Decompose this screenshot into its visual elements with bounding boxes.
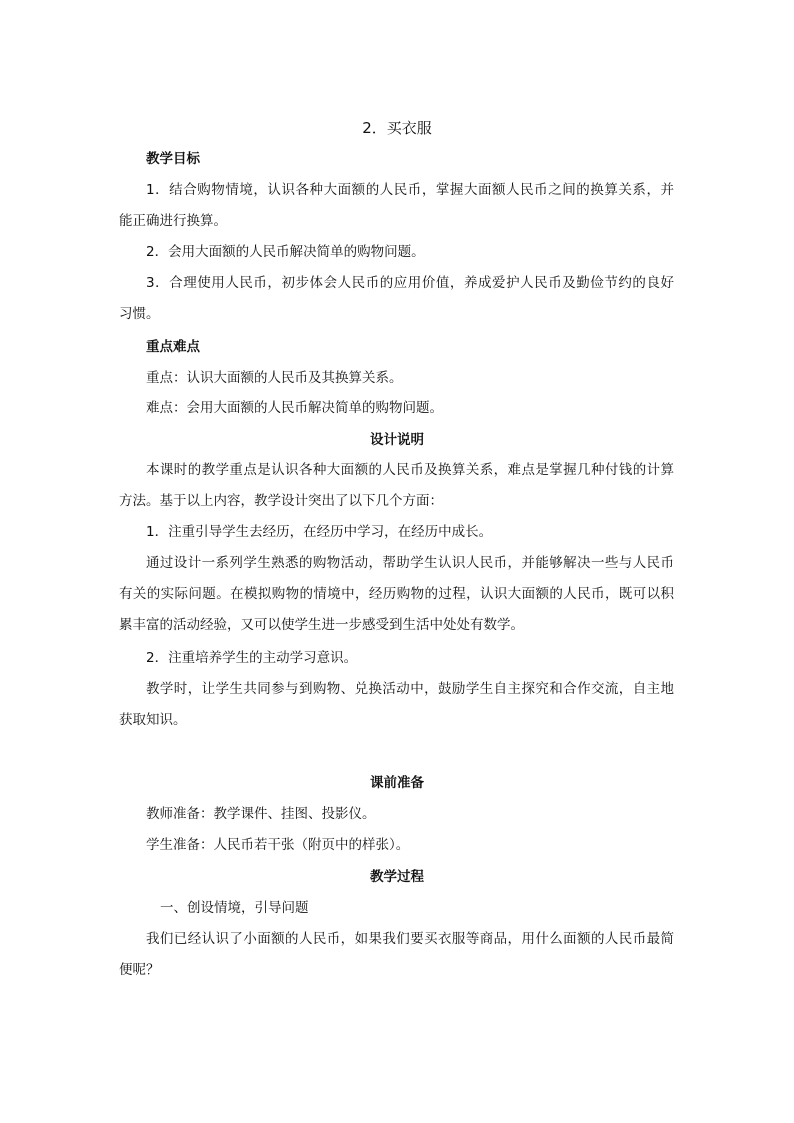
document-title: 2．买衣服 (362, 119, 432, 137)
objective-1-line-2: 能正确进行换算。 (119, 213, 227, 229)
design-heading: 设计说明 (370, 432, 424, 448)
design-point-1: 1．注重引导学生去经历，在经历中学习，在经历中成长。 (146, 524, 493, 540)
design-point-1-text-line-3: 累丰富的活动经验，又可以使学生进一步感受到生活中处处有数学。 (119, 617, 524, 633)
difficulty-point: 难点：会用大面额的人民币解决简单的购物问题。 (146, 400, 443, 416)
process-step-1-text-line-1: 我们已经认识了小面额的人民币，如果我们要买衣服等商品，用什么面额的人民币最简 (146, 931, 674, 947)
design-intro-line-2: 方法。基于以上内容，教学设计突出了以下几个方面： (119, 493, 443, 509)
key-point: 重点：认识大面额的人民币及其换算关系。 (146, 370, 403, 386)
design-point-1-text-line-2: 有关的实际问题。在模拟购物的情境中，经历购物的过程，认识大面额的人民币，既可以积 (119, 586, 674, 602)
design-point-2-text-line-2: 获取知识。 (119, 712, 187, 728)
teacher-preparation: 教师准备：教学课件、挂图、投影仪。 (146, 806, 376, 822)
design-point-2: 2．注重培养学生的主动学习意识。 (146, 650, 358, 666)
preparation-heading: 课前准备 (370, 775, 424, 791)
design-point-1-text-line-1: 通过设计一系列学生熟悉的购物活动，帮助学生认识人民币，并能够解决一些与人民币 (146, 555, 674, 571)
objective-1-line-1: 1．结合购物情境，认识各种大面额的人民币，掌握大面额人民币之间的换算关系，并 (146, 182, 674, 198)
process-step-1-text-line-2: 便呢？ (119, 962, 160, 978)
key-points-heading: 重点难点 (146, 339, 200, 355)
objective-2: 2．会用大面额的人民币解决简单的购物问题。 (146, 244, 425, 260)
objective-3-line-2: 习惯。 (119, 306, 160, 322)
design-intro-line-1: 本课时的教学重点是认识各种大面额的人民币及换算关系，难点是掌握几种付钱的计算 (146, 462, 674, 478)
student-preparation: 学生准备：人民币若干张（附页中的样张）。 (146, 837, 410, 853)
design-point-2-text-line-1: 教学时，让学生共同参与到购物、兑换活动中，鼓励学生自主探究和合作交流，自主地 (146, 681, 674, 697)
process-step-1: 一、创设情境，引导问题 (160, 900, 309, 916)
process-heading: 教学过程 (370, 869, 424, 885)
objectives-heading: 教学目标 (146, 151, 200, 167)
objective-3-line-1: 3．合理使用人民币，初步体会人民币的应用价值，养成爱护人民币及勤俭节约的良好 (146, 275, 674, 291)
